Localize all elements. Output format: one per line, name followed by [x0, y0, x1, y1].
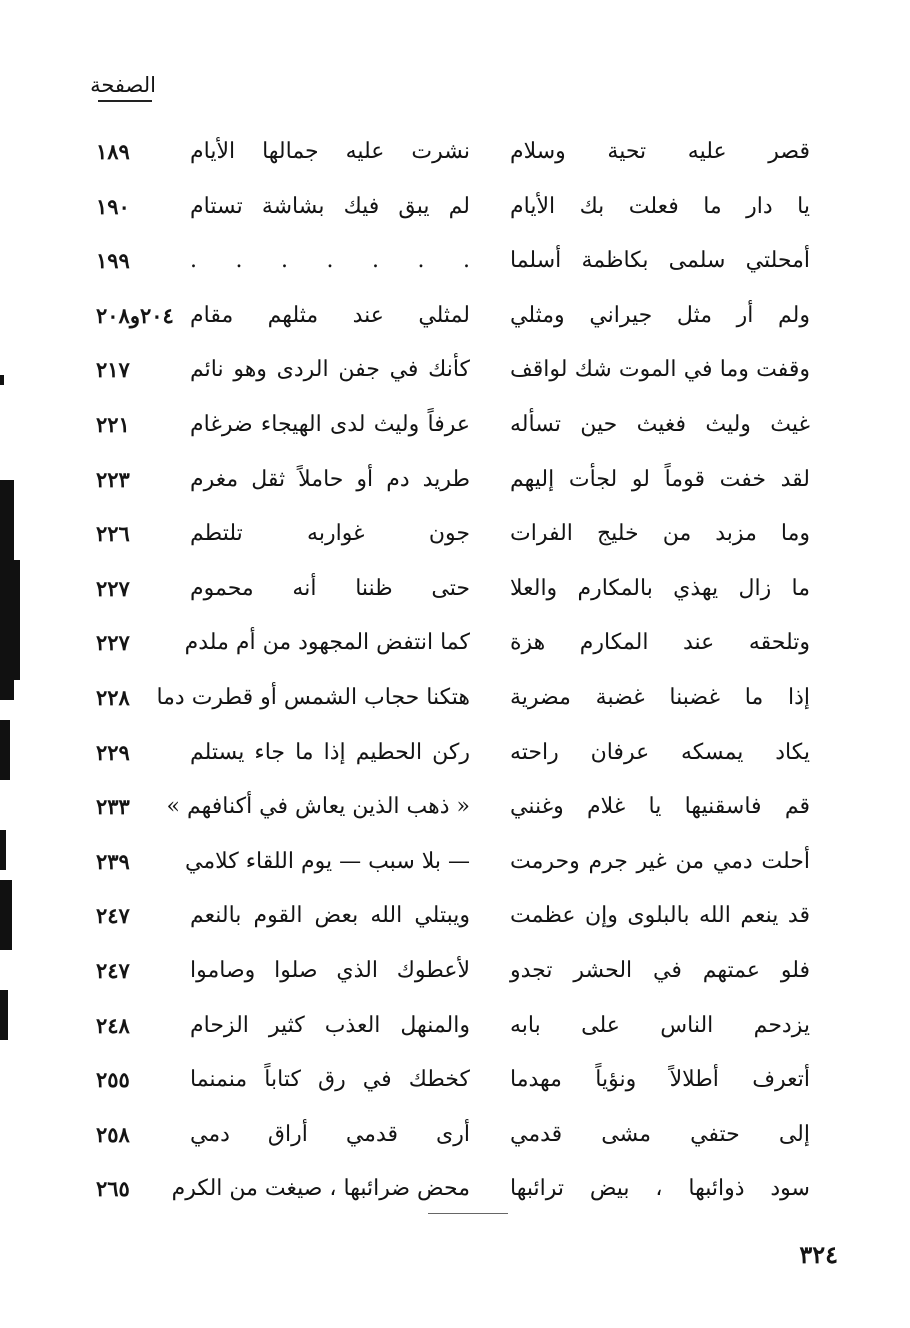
- second-hemistich: نشرت عليه جمالها الأيام: [190, 139, 470, 164]
- first-hemistich: إلى حتفي مشى قدمي: [510, 1121, 810, 1147]
- first-hemistich: سود ذوائبها ، بيض ترائبها: [510, 1176, 810, 1202]
- page-reference: ٢٥٨: [96, 1121, 130, 1147]
- page-column-heading: الصفحة: [90, 73, 156, 97]
- page-reference: ٢٣٩: [96, 848, 130, 874]
- second-hemistich: كأنك في جفن الردى وهو نائم: [190, 357, 470, 383]
- page-reference: ٢٤٧: [96, 957, 130, 983]
- page-reference: ١٩٠: [96, 193, 130, 219]
- verse-row: [0, 1058, 910, 1113]
- first-hemistich: قد ينعم الله بالبلوى وإن عظمت: [510, 903, 810, 929]
- second-hemistich: « ذهب الذين يعاش في أكنافهم »: [166, 794, 470, 820]
- second-hemistich: لم يبق فيك بشاشة تستام: [190, 193, 470, 219]
- verse-row: [0, 567, 910, 622]
- heading-underline: [98, 100, 152, 102]
- first-hemistich: وقفت وما في الموت شك لواقف: [510, 357, 810, 383]
- second-hemistich: محض ضرائبها ، صيغت من الكرم: [171, 1176, 470, 1202]
- second-hemistich: . . . . . . .: [190, 248, 470, 274]
- verse-row: [0, 1113, 910, 1168]
- first-hemistich: إذا ما غضبنا غضبة مضرية: [510, 684, 810, 710]
- second-hemistich: لأعطوك الذي صلوا وصاموا: [190, 957, 470, 983]
- page-number: ٣٢٤: [799, 1240, 838, 1269]
- verse-row: [0, 1004, 910, 1059]
- first-hemistich: يكاد يمسكه عرفان راحته: [510, 739, 810, 765]
- first-hemistich: أمحلتي سلمى بكاظمة أسلما: [510, 248, 810, 274]
- second-hemistich: ركن الحطيم إذا ما جاء يستلم: [190, 739, 470, 765]
- page-reference: ٢٥٥: [96, 1067, 130, 1093]
- verse-row: [0, 621, 910, 676]
- page-reference: ٢٤٨: [96, 1012, 130, 1038]
- first-hemistich: وما مزبد من خليج الفرات: [510, 521, 810, 547]
- verse-row: [0, 130, 910, 185]
- first-hemistich: وتلحقه عند المكارم هزة: [510, 630, 810, 656]
- page-reference: ٢٢٨: [96, 684, 130, 710]
- verse-row: [0, 294, 910, 349]
- page-reference: ٢٤٧: [96, 903, 130, 929]
- second-hemistich: أرى قدمي أراق دمي: [190, 1121, 470, 1147]
- first-hemistich: قصر عليه تحية وسلام: [510, 139, 810, 164]
- first-hemistich: أتعرف أطلالاً ونؤياً مهدما: [510, 1067, 810, 1093]
- verse-row: [0, 840, 910, 895]
- verse-row: [0, 676, 910, 731]
- second-hemistich: طريد دم أو حاملاً ثقل مغرم: [190, 466, 470, 492]
- first-hemistich: يا دار ما فعلت بك الأيام: [510, 193, 810, 219]
- page-reference: ٢٢٣: [96, 466, 130, 492]
- first-hemistich: أحلت دمي من غير جرم وحرمت: [510, 848, 810, 874]
- first-hemistich: ما زال يهذي بالمكارم والعلا: [510, 575, 810, 601]
- page-reference: ٢٢٩: [96, 739, 130, 765]
- verse-row: [0, 731, 910, 786]
- first-hemistich: يزدحم الناس على بابه: [510, 1012, 810, 1038]
- first-hemistich: لقد خفت قوماً لو لجأت إليهم: [510, 466, 810, 492]
- page-reference: ٢٢٦: [96, 521, 130, 547]
- second-hemistich: جون غواربه تلتطم: [190, 521, 470, 547]
- page-reference: ٢٦٥: [96, 1176, 130, 1202]
- second-hemistich: والمنهل العذب كثير الزحام: [190, 1012, 470, 1038]
- second-hemistich: — بلا سبب — يوم اللقاء كلامي: [185, 848, 470, 874]
- page-reference: ١٩٩: [96, 248, 130, 274]
- footer-divider: [428, 1213, 508, 1214]
- page-reference: ٢٢١: [96, 411, 130, 437]
- page-reference: ١٨٩: [96, 139, 130, 164]
- second-hemistich: لمثلي عند مثلهم مقام: [190, 302, 470, 328]
- verse-row: [0, 239, 910, 294]
- page-reference: ٢٣٣: [96, 794, 130, 820]
- first-hemistich: فلو عمتهم في الحشر تجدو: [510, 957, 810, 983]
- verse-row: [0, 785, 910, 840]
- first-hemistich: غيث وليث فغيث حين تسأله: [510, 411, 810, 437]
- second-hemistich: كما انتفض المجهود من أم ملدم: [184, 630, 470, 656]
- first-hemistich: ولم أر مثل جيراني ومثلي: [510, 302, 810, 328]
- verse-row: [0, 458, 910, 513]
- verse-row: [0, 348, 910, 403]
- second-hemistich: هتكنا حجاب الشمس أو قطرت دما: [156, 684, 470, 710]
- verse-row: [0, 185, 910, 240]
- page-reference: ٢٢٧: [96, 630, 130, 656]
- verse-row: [0, 512, 910, 567]
- verse-row: [0, 949, 910, 1004]
- verse-row: [0, 403, 910, 458]
- second-hemistich: عرفاً وليث لدى الهيجاء ضرغام: [190, 411, 470, 437]
- second-hemistich: ويبتلي الله بعض القوم بالنعم: [190, 903, 470, 929]
- page-reference: ٢٢٧: [96, 575, 130, 601]
- verse-index-list: [0, 130, 910, 1222]
- first-hemistich: قم فاسقنيها يا غلام وغنني: [510, 794, 810, 820]
- second-hemistich: حتى ظننا أنه محموم: [190, 575, 470, 601]
- page-reference: ٢١٧: [96, 357, 130, 383]
- verse-row: [0, 894, 910, 949]
- page-reference: ٢٠٤و٢٠٨: [96, 302, 174, 328]
- second-hemistich: كخطك في رق كتاباً منمنما: [190, 1067, 470, 1093]
